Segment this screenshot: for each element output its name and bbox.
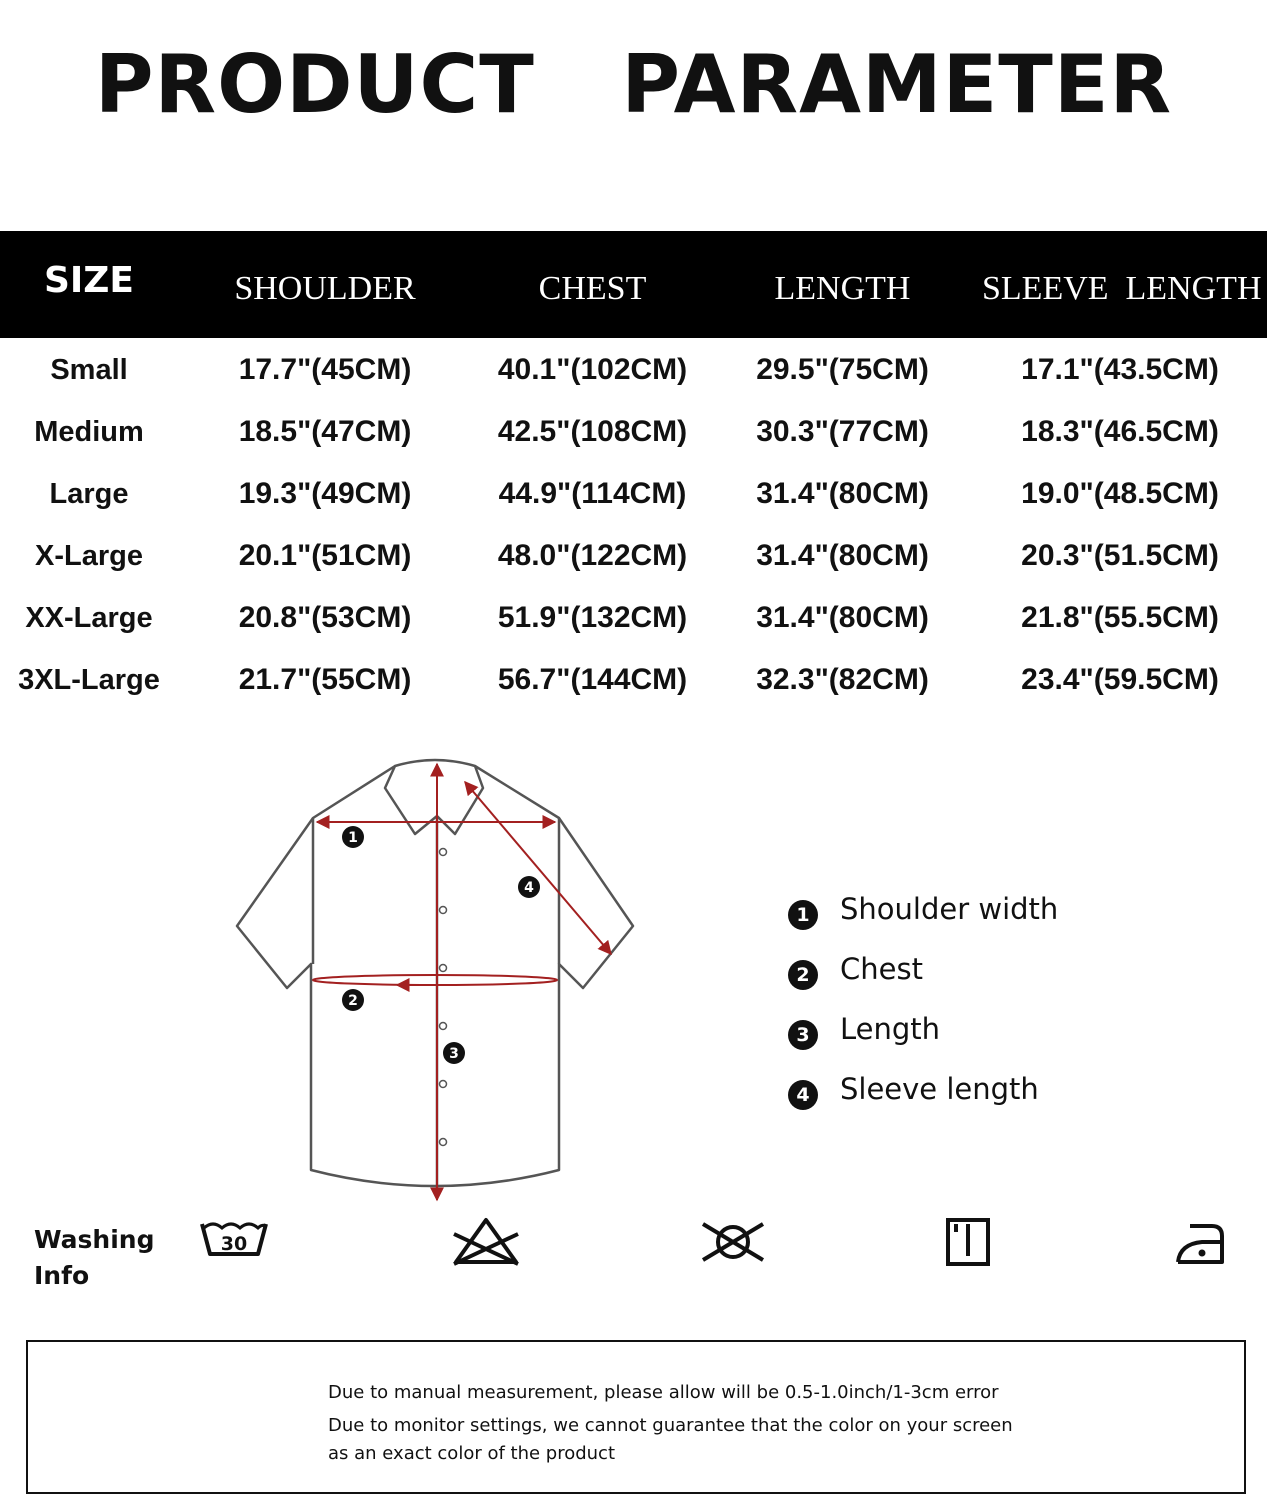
chest-line bbox=[313, 975, 557, 985]
marker-2: 2 bbox=[348, 993, 358, 1009]
chest-value: 51.9"(132CM) bbox=[497, 601, 688, 634]
sleeve-value: 20.3"(51.5CM) bbox=[1021, 539, 1219, 572]
shoulder-value: 20.1"(51CM) bbox=[238, 539, 412, 572]
table-row bbox=[0, 587, 1267, 649]
length-value: 30.3"(77CM) bbox=[756, 415, 929, 448]
shoulder-value: 20.8"(53CM) bbox=[238, 601, 412, 634]
marker-4: 4 bbox=[524, 880, 534, 896]
chest-value: 42.5"(108CM) bbox=[497, 415, 688, 448]
header-sleeve-length: SLEEVE LENGTH bbox=[982, 270, 1262, 307]
shirt-measurement-diagram bbox=[225, 750, 645, 1210]
sleeve-value: 17.1"(43.5CM) bbox=[1021, 353, 1219, 386]
page-title: PRODUCT PARAMETER bbox=[94, 38, 1173, 131]
shoulder-value: 21.7"(55CM) bbox=[238, 663, 412, 696]
line-dry-icon bbox=[930, 1214, 1006, 1270]
sleeve-value: 19.0"(48.5CM) bbox=[1021, 477, 1219, 510]
header-length: LENGTH bbox=[774, 270, 911, 307]
washing-info-label bbox=[34, 1222, 155, 1294]
size-label: Small bbox=[50, 354, 128, 386]
chest-value: 56.7"(144CM) bbox=[497, 663, 688, 696]
chest-value: 48.0"(122CM) bbox=[497, 539, 688, 572]
washing-label-line1: Washing bbox=[34, 1225, 155, 1254]
chest-value: 44.9"(114CM) bbox=[498, 477, 687, 510]
marker-1: 1 bbox=[348, 830, 358, 846]
header-shoulder: SHOULDER bbox=[234, 270, 416, 307]
length-value: 29.5"(75CM) bbox=[756, 353, 929, 386]
sleeve-value: 18.3"(46.5CM) bbox=[1021, 415, 1219, 448]
sleeve-line bbox=[465, 782, 611, 954]
legend-number: 1 bbox=[788, 900, 818, 930]
size-table-header bbox=[0, 231, 1267, 338]
length-value: 31.4"(80CM) bbox=[756, 539, 929, 572]
shoulder-value: 17.7"(45CM) bbox=[238, 353, 412, 386]
size-label: Large bbox=[49, 478, 129, 510]
do-not-bleach-icon bbox=[448, 1214, 524, 1270]
table-row bbox=[0, 649, 1267, 711]
sleeve-value: 23.4"(59.5CM) bbox=[1021, 663, 1219, 696]
notice-line: Due to monitor settings, we cannot guarantee that the color on your screen bbox=[328, 1415, 1013, 1436]
table-row bbox=[0, 463, 1267, 525]
length-value: 31.4"(80CM) bbox=[756, 601, 929, 634]
washing-label-line2: Info bbox=[34, 1261, 90, 1290]
shoulder-value: 19.3"(49CM) bbox=[238, 477, 412, 510]
legend-number: 3 bbox=[788, 1020, 818, 1050]
iron-low-icon bbox=[1162, 1214, 1238, 1270]
legend-label: Length bbox=[840, 1012, 941, 1046]
measurement-notice bbox=[26, 1340, 1246, 1494]
length-value: 32.3"(82CM) bbox=[756, 663, 929, 696]
notice-line: Due to manual measurement, please allow will be 0.5-1.0inch/1-3cm error bbox=[328, 1382, 999, 1403]
notice-line: as an exact color of the product bbox=[328, 1443, 616, 1464]
size-label: Medium bbox=[34, 416, 144, 448]
table-row bbox=[0, 525, 1267, 587]
legend-label: Shoulder width bbox=[840, 892, 1059, 926]
wash-temperature: 30 bbox=[220, 1233, 248, 1255]
sleeve-value: 21.8"(55.5CM) bbox=[1021, 601, 1219, 634]
header-size: SIZE bbox=[43, 260, 135, 301]
legend-label: Sleeve length bbox=[840, 1072, 1039, 1106]
table-row bbox=[0, 401, 1267, 463]
header-chest: CHEST bbox=[538, 270, 647, 307]
do-not-tumble-dry-icon bbox=[695, 1214, 771, 1270]
wash-30-icon bbox=[196, 1214, 272, 1270]
shirt-buttons bbox=[440, 849, 447, 1146]
size-label: XX-Large bbox=[25, 602, 153, 634]
legend-label: Chest bbox=[840, 952, 923, 986]
size-label: X-Large bbox=[35, 540, 143, 572]
table-row bbox=[0, 339, 1267, 401]
legend-number: 4 bbox=[788, 1080, 818, 1110]
marker-3: 3 bbox=[449, 1046, 459, 1062]
shoulder-value: 18.5"(47CM) bbox=[238, 415, 412, 448]
legend-number: 2 bbox=[788, 960, 818, 990]
size-label: 3XL-Large bbox=[18, 664, 160, 696]
length-value: 31.4"(80CM) bbox=[756, 477, 929, 510]
chest-value: 40.1"(102CM) bbox=[497, 353, 688, 386]
